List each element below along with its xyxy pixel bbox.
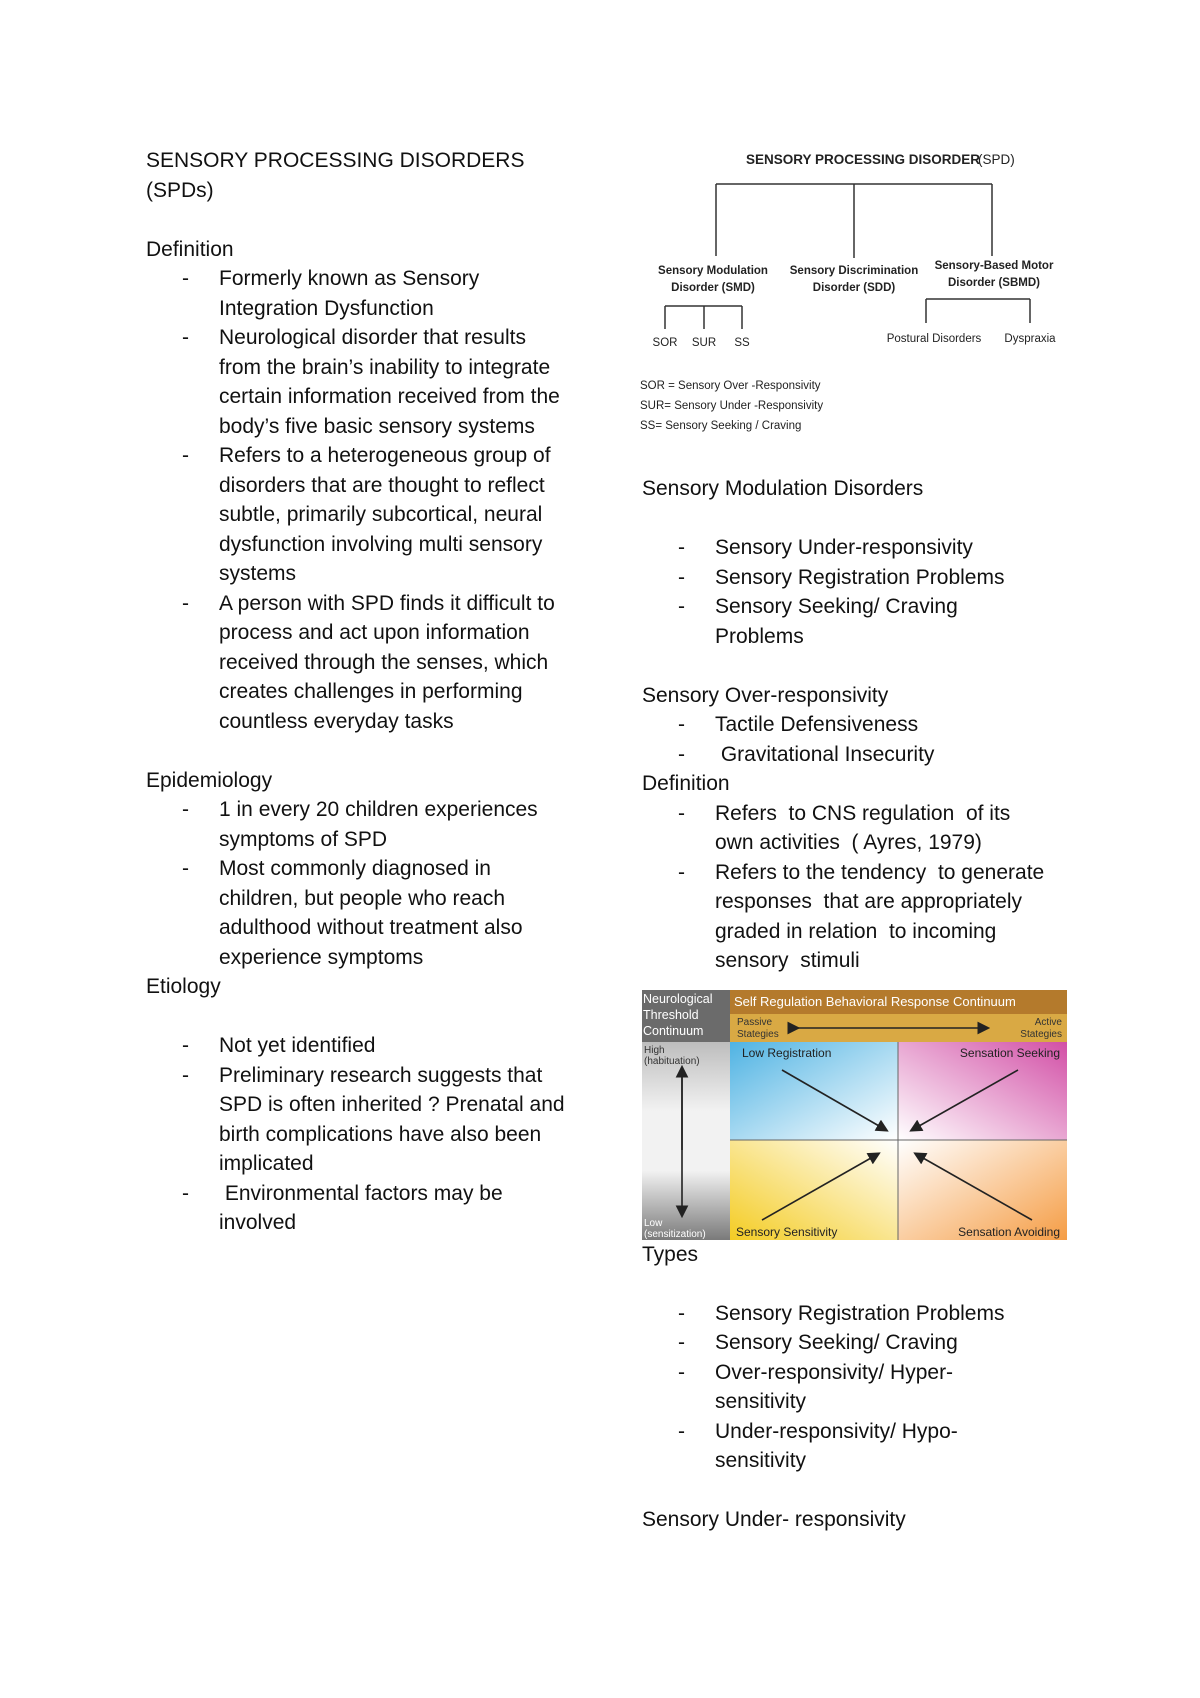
postural-label: Postural Disorders (886, 333, 982, 345)
right-column (642, 144, 1082, 1535)
neuro-label-line2: Threshold (643, 1007, 699, 1022)
modulation-list (642, 533, 1042, 651)
doc-title-line2: (SPDs) (146, 178, 214, 202)
low-label-line1: Low (644, 1217, 663, 1229)
label-sensory-sensitivity: Sensory Sensitivity (736, 1224, 838, 1239)
legend-sor: SOR = Sensory Over -Responsivity (640, 380, 821, 392)
list-item: - Sensory Seeking/ Craving (678, 1331, 958, 1354)
legend-ss: SS= Sensory Seeking / Craving (640, 420, 802, 432)
neuro-gradient-bar (642, 1042, 730, 1240)
legend-sur: SUR= Sensory Under -Responsivity (640, 400, 824, 412)
ss-label: SS (734, 337, 750, 349)
diagram-connectors (665, 184, 1030, 329)
passive-label-line1: Passive (737, 1016, 773, 1028)
doc-title-line1: SENSORY PROCESSING DISORDERS (146, 149, 525, 172)
list-item: - Sensory Registration Problems (678, 565, 1005, 589)
passive-label-line2: Stategies (737, 1028, 779, 1040)
dyspraxia-label: Dyspraxia (1004, 333, 1056, 345)
list-item: - 1 in every 20 children experiences symptoms of SPD (182, 798, 544, 851)
list-item: - Environmental factors may be involved (182, 1181, 509, 1234)
list-item: - Gravitational Insecurity (678, 742, 935, 766)
etiology-heading: Etiology (146, 975, 221, 998)
over-responsivity-heading: Sensory Over-responsivity (642, 683, 889, 707)
list-item: - Under-responsivity/ Hypo-sensitivity (678, 1419, 958, 1472)
under-responsivity-heading: Sensory Under- responsivity (642, 1508, 906, 1531)
list-item: - Sensory Seeking/ Craving Problems (678, 595, 964, 648)
spd-hierarchy-diagram (638, 144, 1068, 444)
types-list (642, 1299, 1082, 1476)
smd-label-line1: Sensory Modulation (658, 265, 768, 277)
label-sensation-seeking: Sensation Seeking (959, 1045, 1060, 1060)
list-item: - Over-responsivity/ Hyper-sensitivity (678, 1360, 954, 1413)
diagram-title-abbr: (SPD) (978, 152, 1015, 167)
list-item: - A person with SPD finds it difficult to process and act upon information received through the senses, which creates challenges in performing countless everyday tasks (182, 591, 561, 733)
label-low-registration: Low Registration (742, 1045, 832, 1060)
list-item: - Sensory Under-responsivity (678, 536, 973, 559)
sbmd-label-line1: Sensory-Based Motor (934, 260, 1054, 272)
self-regulation-continuum-figure (642, 990, 1067, 1240)
list-item: - Refers to a heterogeneous group of disorders that are thought to reflect subtle, primarily subcortical, neural dysfunction involving multi sensory systems (182, 444, 557, 585)
neuro-label-line3: Continuum (643, 1023, 704, 1038)
definition-heading: Definition (146, 237, 234, 261)
list-item: - Tactile Defensiveness (678, 713, 919, 736)
neuro-label-line1: Neurological (643, 991, 713, 1006)
list-item: - Formerly known as Sensory Integration Dysfunction (182, 267, 486, 320)
left-column (146, 146, 571, 1238)
definition-list (146, 264, 566, 736)
label-sensation-avoiding: Sensation Avoiding (958, 1224, 1060, 1239)
etiology-list (146, 1031, 571, 1238)
list-item: - Sensory Registration Problems (678, 1301, 1005, 1325)
list-item: - Most commonly diagnosed in children, but people who reach adulthood without treatment also experience symptoms (182, 857, 529, 969)
list-item: - Neurological disorder that results from the brain’s inability to integrate certain information received from the body’s five basic sensory systems (182, 326, 566, 438)
high-label-line2: (habituation) (644, 1055, 700, 1067)
epidemiology-list (146, 795, 566, 972)
list-item: - Preliminary research suggests that SPD is often inherited ? Prenatal and birth complications have also been implicated (182, 1063, 571, 1175)
sur-label: SUR (691, 337, 717, 349)
epidemiology-heading: Epidemiology (146, 768, 273, 792)
diagram-title: SENSORY PROCESSING DISORDER (746, 152, 981, 167)
list-item: - Not yet identified (182, 1034, 376, 1057)
types-heading: Types (642, 1242, 699, 1266)
right-definition-list (642, 799, 1072, 976)
sor-label: SOR (652, 337, 678, 349)
sdd-label-line1: Sensory Discrimination (789, 265, 919, 277)
right-definition-heading: Definition (642, 772, 730, 795)
sdd-label-line2: Disorder (SDD) (812, 282, 896, 294)
active-label-line2: Stategies (1020, 1028, 1062, 1040)
list-item: - Refers to CNS regulation of its own activities ( Ayres, 1979) (678, 801, 1017, 854)
self-reg-title: Self Regulation Behavioral Response Continuum (734, 993, 1016, 1009)
modulation-heading: Sensory Modulation Disorders (642, 477, 924, 500)
over-responsivity-list (642, 710, 1082, 769)
list-item: - Refers to the tendency to generate responses that are appropriately graded in relation to incoming sensory stimuli (678, 860, 1056, 972)
smd-label-line2: Disorder (SMD) (671, 282, 755, 294)
active-label-line1: Active (1034, 1016, 1062, 1028)
low-label-line2: (sensitization) (644, 1228, 706, 1240)
sbmd-label-line2: Disorder (SBMD) (947, 277, 1041, 289)
high-label-line1: High (644, 1044, 665, 1056)
